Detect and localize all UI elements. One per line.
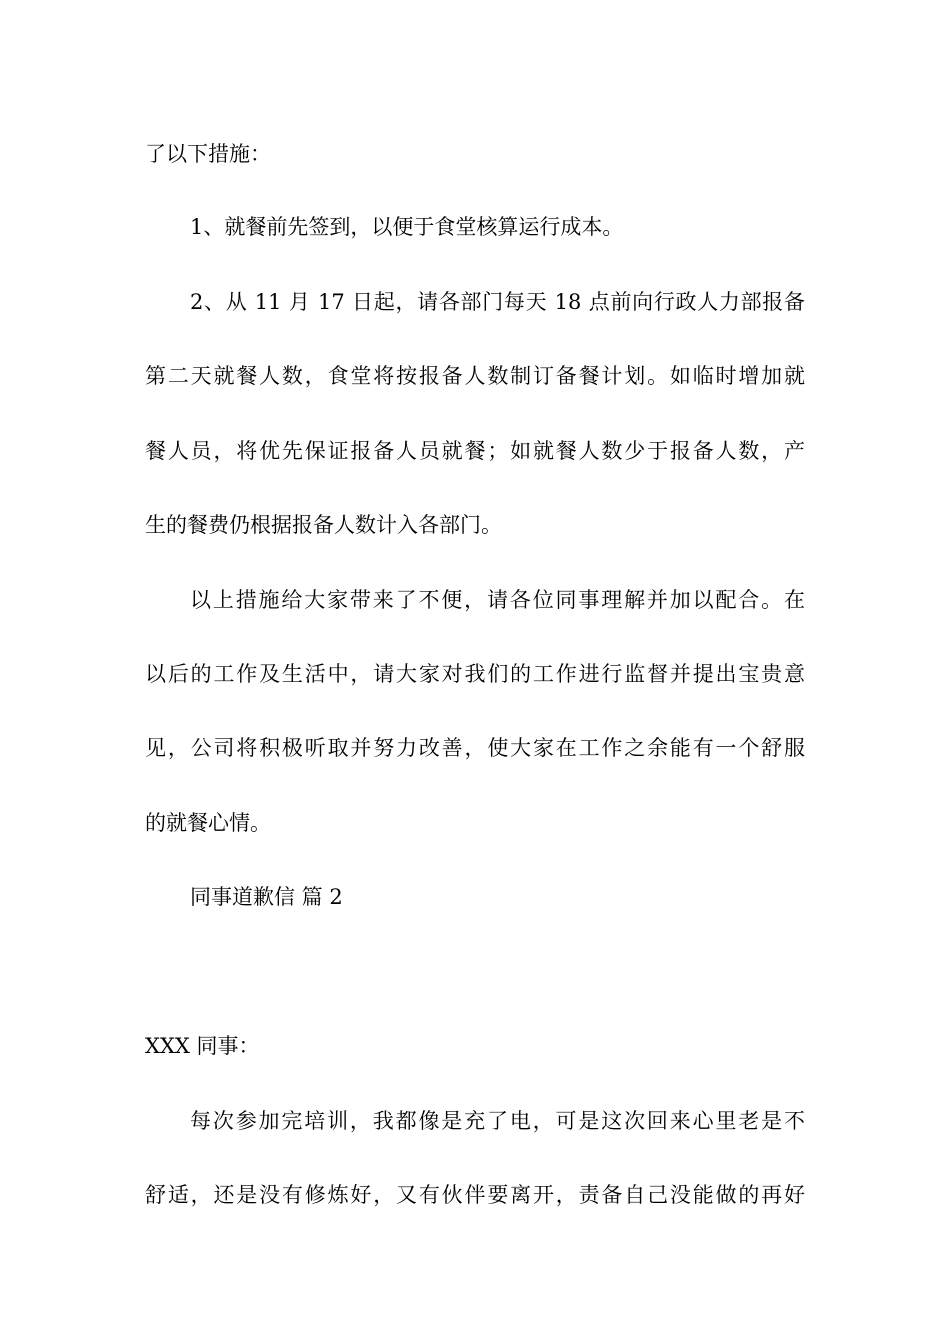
paragraph-line: 2、从 11 月 17 日起，请各部门每天 18 点前向行政人力部报备 (190, 290, 805, 314)
paragraph-line: 以后的工作及生活中，请大家对我们的工作进行监督并提出宝贵意 (145, 662, 805, 686)
paragraph-line: 生的餐费仍根据报备人数计入各部门。 (145, 513, 502, 537)
paragraph-line: 餐人员，将优先保证报备人员就餐；如就餐人数少于报备人数，产 (145, 439, 805, 463)
paragraph-line: 每次参加完培训，我都像是充了电，可是这次回来心里老是不 (190, 1109, 805, 1133)
salutation: XXX 同事： (145, 1034, 260, 1058)
paragraph-line: 以上措施给大家带来了不便，请各位同事理解并加以配合。在 (190, 588, 805, 612)
paragraph-line: 舒适，还是没有修炼好，又有伙伴要离开，责备自己没能做的再好 (145, 1183, 805, 1207)
paragraph-line: 的就餐心情。 (145, 811, 271, 835)
section-heading: 同事道歉信 篇 2 (190, 885, 343, 909)
paragraph-line: 了以下措施： (145, 142, 271, 166)
paragraph-line: 第二天就餐人数，食堂将按报备人数制订备餐计划。如临时增加就 (145, 364, 805, 388)
paragraph-line: 1、就餐前先签到，以便于食堂核算运行成本。 (190, 215, 624, 239)
paragraph-line: 见，公司将积极听取并努力改善，使大家在工作之余能有一个舒服 (145, 736, 805, 760)
